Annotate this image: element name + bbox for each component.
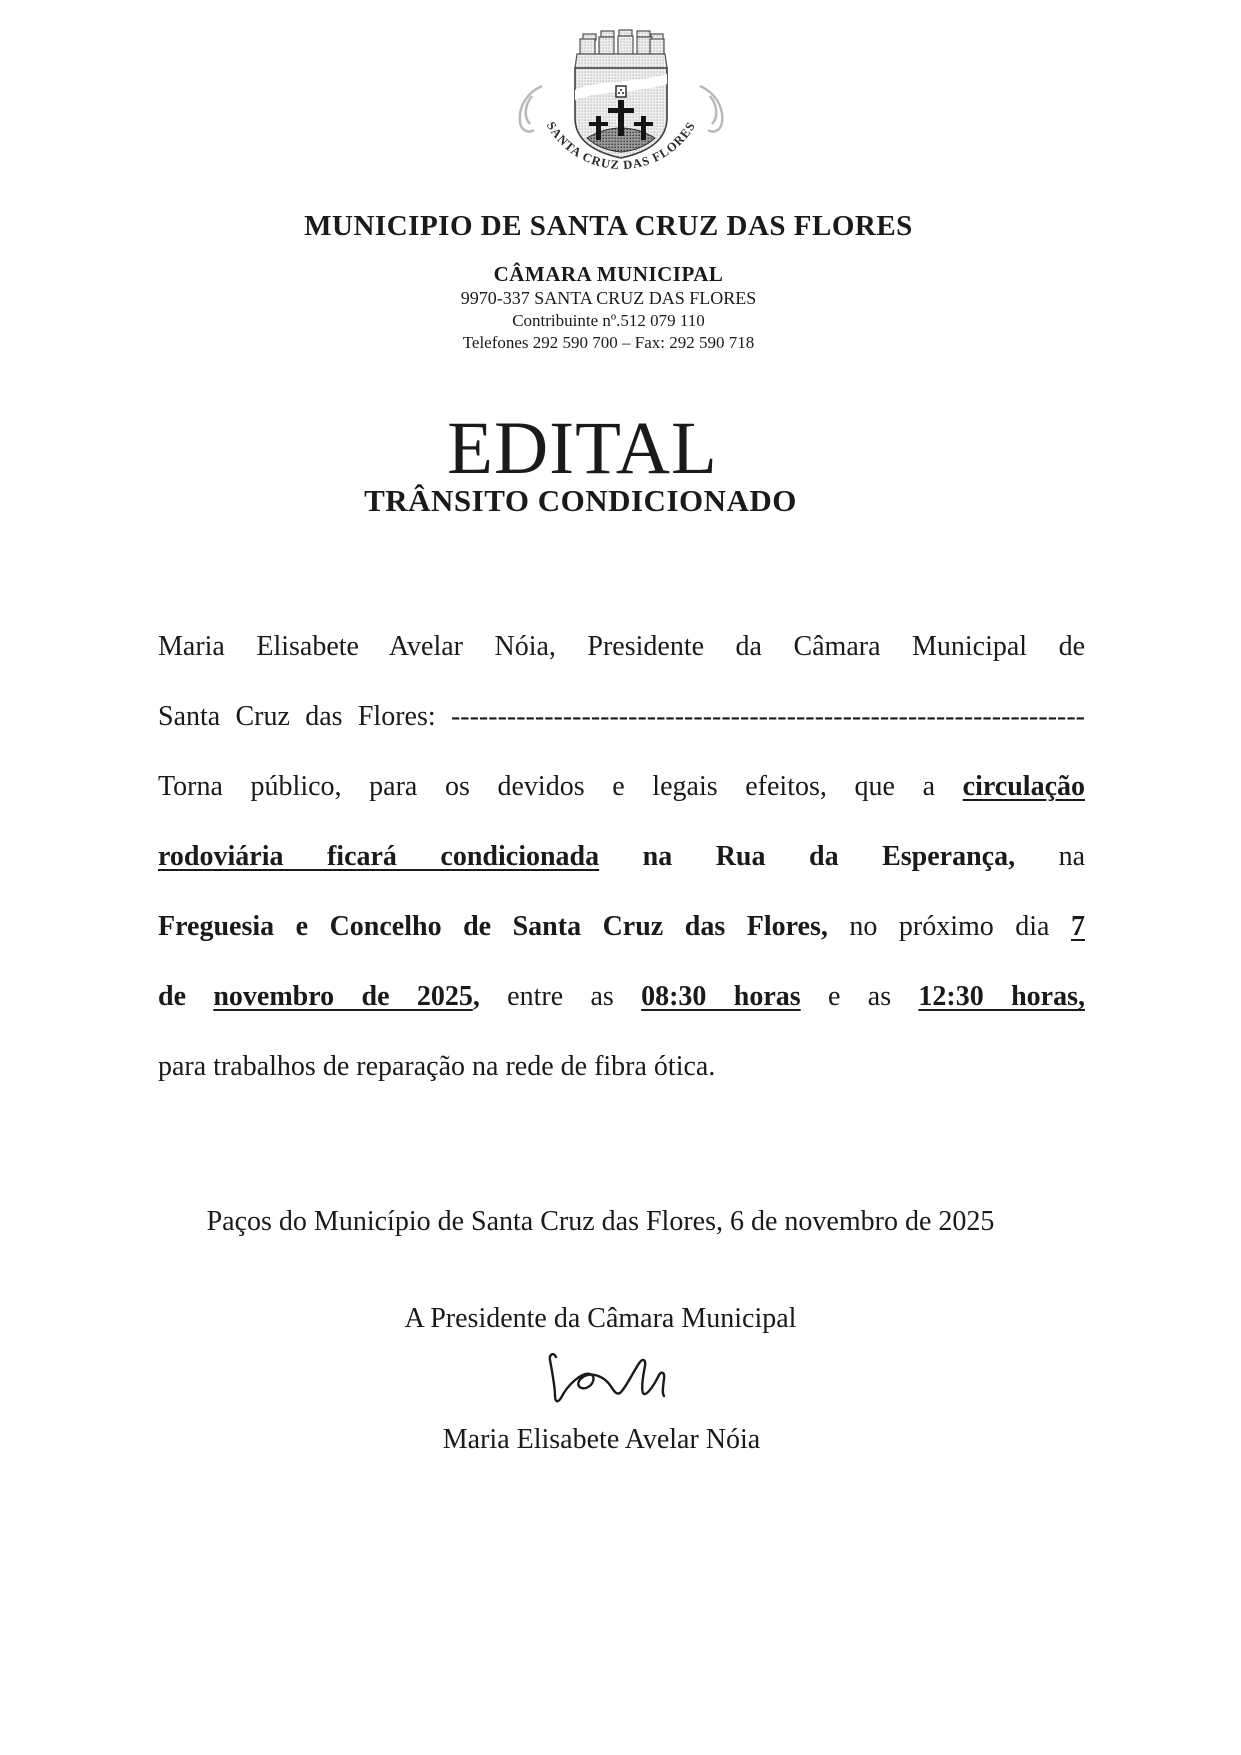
municipal-coat-of-arms: [446, 26, 796, 191]
handwritten-signature: [545, 1350, 680, 1414]
body-line: Maria Elisabete Avelar Nóia, Presidente da Câmara Municipal de: [158, 631, 1085, 662]
crest-banner-text: SANTA CRUZ DAS FLORES: [543, 119, 698, 173]
signature-icon: [545, 1350, 680, 1414]
department-name: CÂMARA MUNICIPAL: [493, 262, 724, 286]
body-line: rodoviária ficará condicionada na Rua da Esperança, na: [158, 841, 1086, 872]
body-line: de novembro de 2025, entre as 08:30 horas e as 12:30 horas,: [158, 981, 1085, 1012]
body-line: Santa Cruz das Flores: --------------------------------------------------------------------: [158, 701, 1085, 732]
place-date-line: Paços do Município de Santa Cruz das Flores, 6 de novembro de 2025: [206, 1206, 995, 1237]
postal-address-line: 9970-337 SANTA CRUZ DAS FLORES: [460, 288, 757, 308]
signatory-name: Maria Elisabete Avelar Nóia: [442, 1424, 761, 1455]
shield-icon: [575, 68, 667, 158]
crest-block: [0, 26, 1241, 196]
body-line: para trabalhos de reparação na rede de fibra ótica.: [158, 1051, 716, 1082]
body-line: Freguesia e Concelho de Santa Cruz das Flores, no próximo dia 7: [158, 911, 1085, 942]
phone-fax-line: Telefones 292 590 700 – Fax: 292 590 718: [462, 333, 755, 352]
document-title: EDITAL: [447, 407, 718, 490]
signature-title-line: A Presidente da Câmara Municipal: [404, 1303, 797, 1334]
body-paragraph: [158, 612, 1085, 1102]
document-subtitle: TRÂNSITO CONDICIONADO: [364, 483, 797, 518]
body-line: Torna público, para os devidos e legais efeitos, que a circulação: [158, 771, 1085, 802]
taxpayer-line: Contribuinte nº.512 079 110: [512, 311, 705, 330]
mural-crown-icon: [575, 30, 667, 68]
municipality-name: MUNICIPIO DE SANTA CRUZ DAS FLORES: [304, 210, 913, 242]
